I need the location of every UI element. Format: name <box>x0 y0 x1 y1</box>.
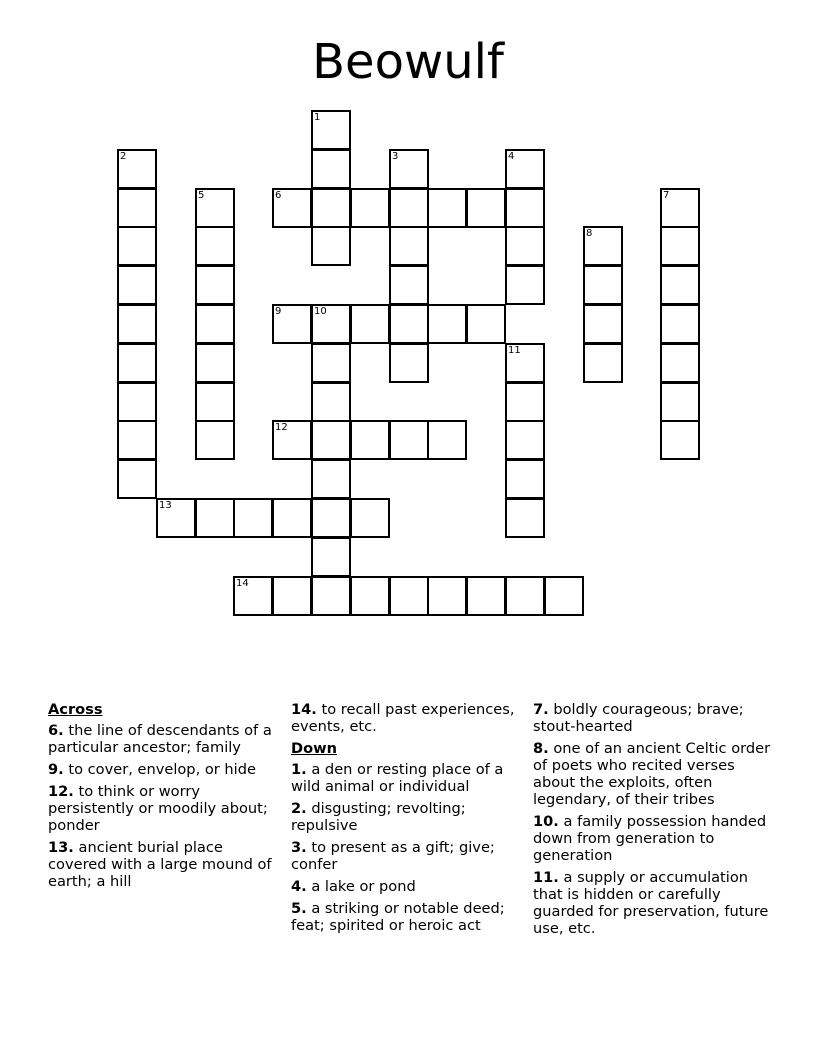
cell-number: 8 <box>586 228 593 239</box>
grid-cell[interactable] <box>311 537 351 577</box>
clue-down-1 <box>291 761 523 795</box>
grid-cell[interactable] <box>505 459 545 499</box>
clue-text: a family possession handed down from generation to generation <box>533 813 767 864</box>
puzzle-title: Beowulf <box>312 34 504 90</box>
grid-cell-1[interactable] <box>311 110 351 150</box>
clue-across-9 <box>48 761 273 778</box>
clue-number: 7. <box>533 701 549 718</box>
grid-cell[interactable] <box>350 188 390 228</box>
grid-cell[interactable] <box>117 382 157 422</box>
clue-text: a supply or accumulation that is hidden or carefully guarded for preservation, future use, etc. <box>533 869 769 937</box>
grid-cell[interactable] <box>466 576 506 616</box>
grid-cell-13[interactable] <box>156 498 196 538</box>
grid-cell[interactable] <box>505 576 545 616</box>
clue-text: to recall past experiences, events, etc. <box>291 701 515 735</box>
grid-cell[interactable] <box>427 576 467 616</box>
grid-cell[interactable] <box>311 459 351 499</box>
clue-text: disgusting; revolting; repulsive <box>291 800 466 834</box>
cell-number: 3 <box>392 151 399 162</box>
grid-cell[interactable] <box>389 420 429 460</box>
grid-cell[interactable] <box>389 343 429 383</box>
cell-number: 7 <box>663 190 670 201</box>
grid-cell[interactable] <box>583 343 623 383</box>
cell-number: 9 <box>275 306 282 317</box>
clue-text: to cover, envelop, or hide <box>68 761 256 778</box>
cell-number: 1 <box>314 112 321 123</box>
grid-cell[interactable] <box>505 498 545 538</box>
grid-cell-3[interactable] <box>389 149 429 189</box>
grid-cell[interactable] <box>427 304 467 344</box>
grid-cell[interactable] <box>195 304 235 344</box>
grid-cell[interactable] <box>389 304 429 344</box>
clue-text: ancient burial place covered with a large mound of earth; a hill <box>48 839 272 890</box>
grid-cell[interactable] <box>117 459 157 499</box>
cell-number: 4 <box>508 151 515 162</box>
grid-cell[interactable] <box>272 498 312 538</box>
clue-down-8 <box>533 740 773 808</box>
grid-cell[interactable] <box>311 382 351 422</box>
clue-number: 9. <box>48 761 64 778</box>
clue-down-4 <box>291 878 523 895</box>
clue-number: 6. <box>48 722 64 739</box>
clue-number: 1. <box>291 761 307 778</box>
grid-cell[interactable] <box>311 226 351 266</box>
grid-cell[interactable] <box>660 304 700 344</box>
grid-cell[interactable] <box>544 576 584 616</box>
grid-cell[interactable] <box>505 265 545 305</box>
cell-number: 10 <box>314 306 327 317</box>
clue-text: to present as a gift; give; confer <box>291 839 495 873</box>
clue-column-1 <box>48 701 273 895</box>
clue-text: to think or worry persistently or moodily about; ponder <box>48 783 268 834</box>
cell-number: 14 <box>236 578 249 589</box>
clue-text: boldly courageous; brave; stout-hearted <box>533 701 744 735</box>
grid-cell[interactable] <box>311 149 351 189</box>
grid-cell[interactable] <box>660 382 700 422</box>
clue-across-12 <box>48 783 273 834</box>
grid-cell[interactable] <box>117 343 157 383</box>
grid-cell[interactable] <box>117 188 157 228</box>
clue-text: a striking or notable deed; feat; spirited or heroic act <box>291 900 505 934</box>
grid-cell[interactable] <box>466 188 506 228</box>
clue-number: 4. <box>291 878 307 895</box>
grid-cell-6[interactable] <box>272 188 312 228</box>
grid-cell[interactable] <box>350 576 390 616</box>
grid-cell[interactable] <box>466 304 506 344</box>
clue-text: a den or resting place of a wild animal or individual <box>291 761 504 795</box>
grid-cell[interactable] <box>350 498 390 538</box>
clue-number: 2. <box>291 800 307 817</box>
grid-cell-14[interactable] <box>233 576 273 616</box>
down-heading: Down <box>291 740 338 757</box>
grid-cell-4[interactable] <box>505 149 545 189</box>
grid-cell[interactable] <box>233 498 273 538</box>
cell-number: 6 <box>275 190 282 201</box>
grid-cell[interactable] <box>195 343 235 383</box>
grid-cell[interactable] <box>583 265 623 305</box>
grid-cell[interactable] <box>311 498 351 538</box>
grid-cell[interactable] <box>505 188 545 228</box>
grid-cell[interactable] <box>195 382 235 422</box>
grid-cell-12[interactable] <box>272 420 312 460</box>
grid-cell[interactable] <box>427 420 467 460</box>
clue-column-2 <box>291 701 523 939</box>
grid-cell[interactable] <box>117 304 157 344</box>
grid-cell[interactable] <box>311 188 351 228</box>
cell-number: 5 <box>198 190 205 201</box>
grid-cell[interactable] <box>272 576 312 616</box>
grid-cell[interactable] <box>660 343 700 383</box>
grid-cell[interactable] <box>195 420 235 460</box>
clue-number: 8. <box>533 740 549 757</box>
grid-cell[interactable] <box>117 226 157 266</box>
grid-cell[interactable] <box>505 382 545 422</box>
grid-cell[interactable] <box>427 188 467 228</box>
clue-down-5 <box>291 900 523 934</box>
clue-number: 13. <box>48 839 74 856</box>
grid-cell[interactable] <box>660 226 700 266</box>
clue-down-7 <box>533 701 773 735</box>
clue-down-3 <box>291 839 523 873</box>
grid-cell[interactable] <box>350 304 390 344</box>
grid-cell[interactable] <box>311 420 351 460</box>
grid-cell-8[interactable] <box>583 226 623 266</box>
grid-cell[interactable] <box>660 265 700 305</box>
clue-down-11 <box>533 869 773 937</box>
clue-number: 3. <box>291 839 307 856</box>
clue-text: the line of descendants of a particular ancestor; family <box>48 722 272 756</box>
grid-cell-11[interactable] <box>505 343 545 383</box>
grid-cell-10[interactable] <box>311 304 351 344</box>
across-heading: Across <box>48 701 103 718</box>
grid-cell-9[interactable] <box>272 304 312 344</box>
grid-cell[interactable] <box>117 265 157 305</box>
grid-cell[interactable] <box>389 265 429 305</box>
grid-cell[interactable] <box>311 343 351 383</box>
clue-down-2 <box>291 800 523 834</box>
clue-number: 14. <box>291 701 317 718</box>
clue-text: a lake or pond <box>311 878 416 895</box>
grid-cell[interactable] <box>195 265 235 305</box>
clue-number: 10. <box>533 813 559 830</box>
cell-number: 11 <box>508 345 521 356</box>
grid-cell[interactable] <box>389 576 429 616</box>
cell-number: 13 <box>159 500 172 511</box>
grid-cell-2[interactable] <box>117 149 157 189</box>
clue-across-13 <box>48 839 273 890</box>
clue-number: 11. <box>533 869 559 886</box>
clue-column-3 <box>533 701 773 942</box>
grid-cell[interactable] <box>505 226 545 266</box>
clue-number: 12. <box>48 783 74 800</box>
grid-cell[interactable] <box>195 226 235 266</box>
cell-number: 12 <box>275 422 288 433</box>
grid-cell[interactable] <box>311 576 351 616</box>
grid-cell[interactable] <box>389 226 429 266</box>
grid-cell[interactable] <box>350 420 390 460</box>
clue-number: 5. <box>291 900 307 917</box>
grid-cell-7[interactable] <box>660 188 700 228</box>
grid-cell[interactable] <box>660 420 700 460</box>
grid-cell-5[interactable] <box>195 188 235 228</box>
clue-down-10 <box>533 813 773 864</box>
grid-cell[interactable] <box>505 420 545 460</box>
grid-cell[interactable] <box>583 304 623 344</box>
grid-cell[interactable] <box>195 498 235 538</box>
clue-text: one of an ancient Celtic order of poets who recited verses about the exploits, often legendary, of their tribes <box>533 740 771 808</box>
cell-number: 2 <box>120 151 127 162</box>
grid-cell[interactable] <box>389 188 429 228</box>
clue-across-6 <box>48 722 273 756</box>
clue-across-14 <box>291 701 523 735</box>
grid-cell[interactable] <box>117 420 157 460</box>
